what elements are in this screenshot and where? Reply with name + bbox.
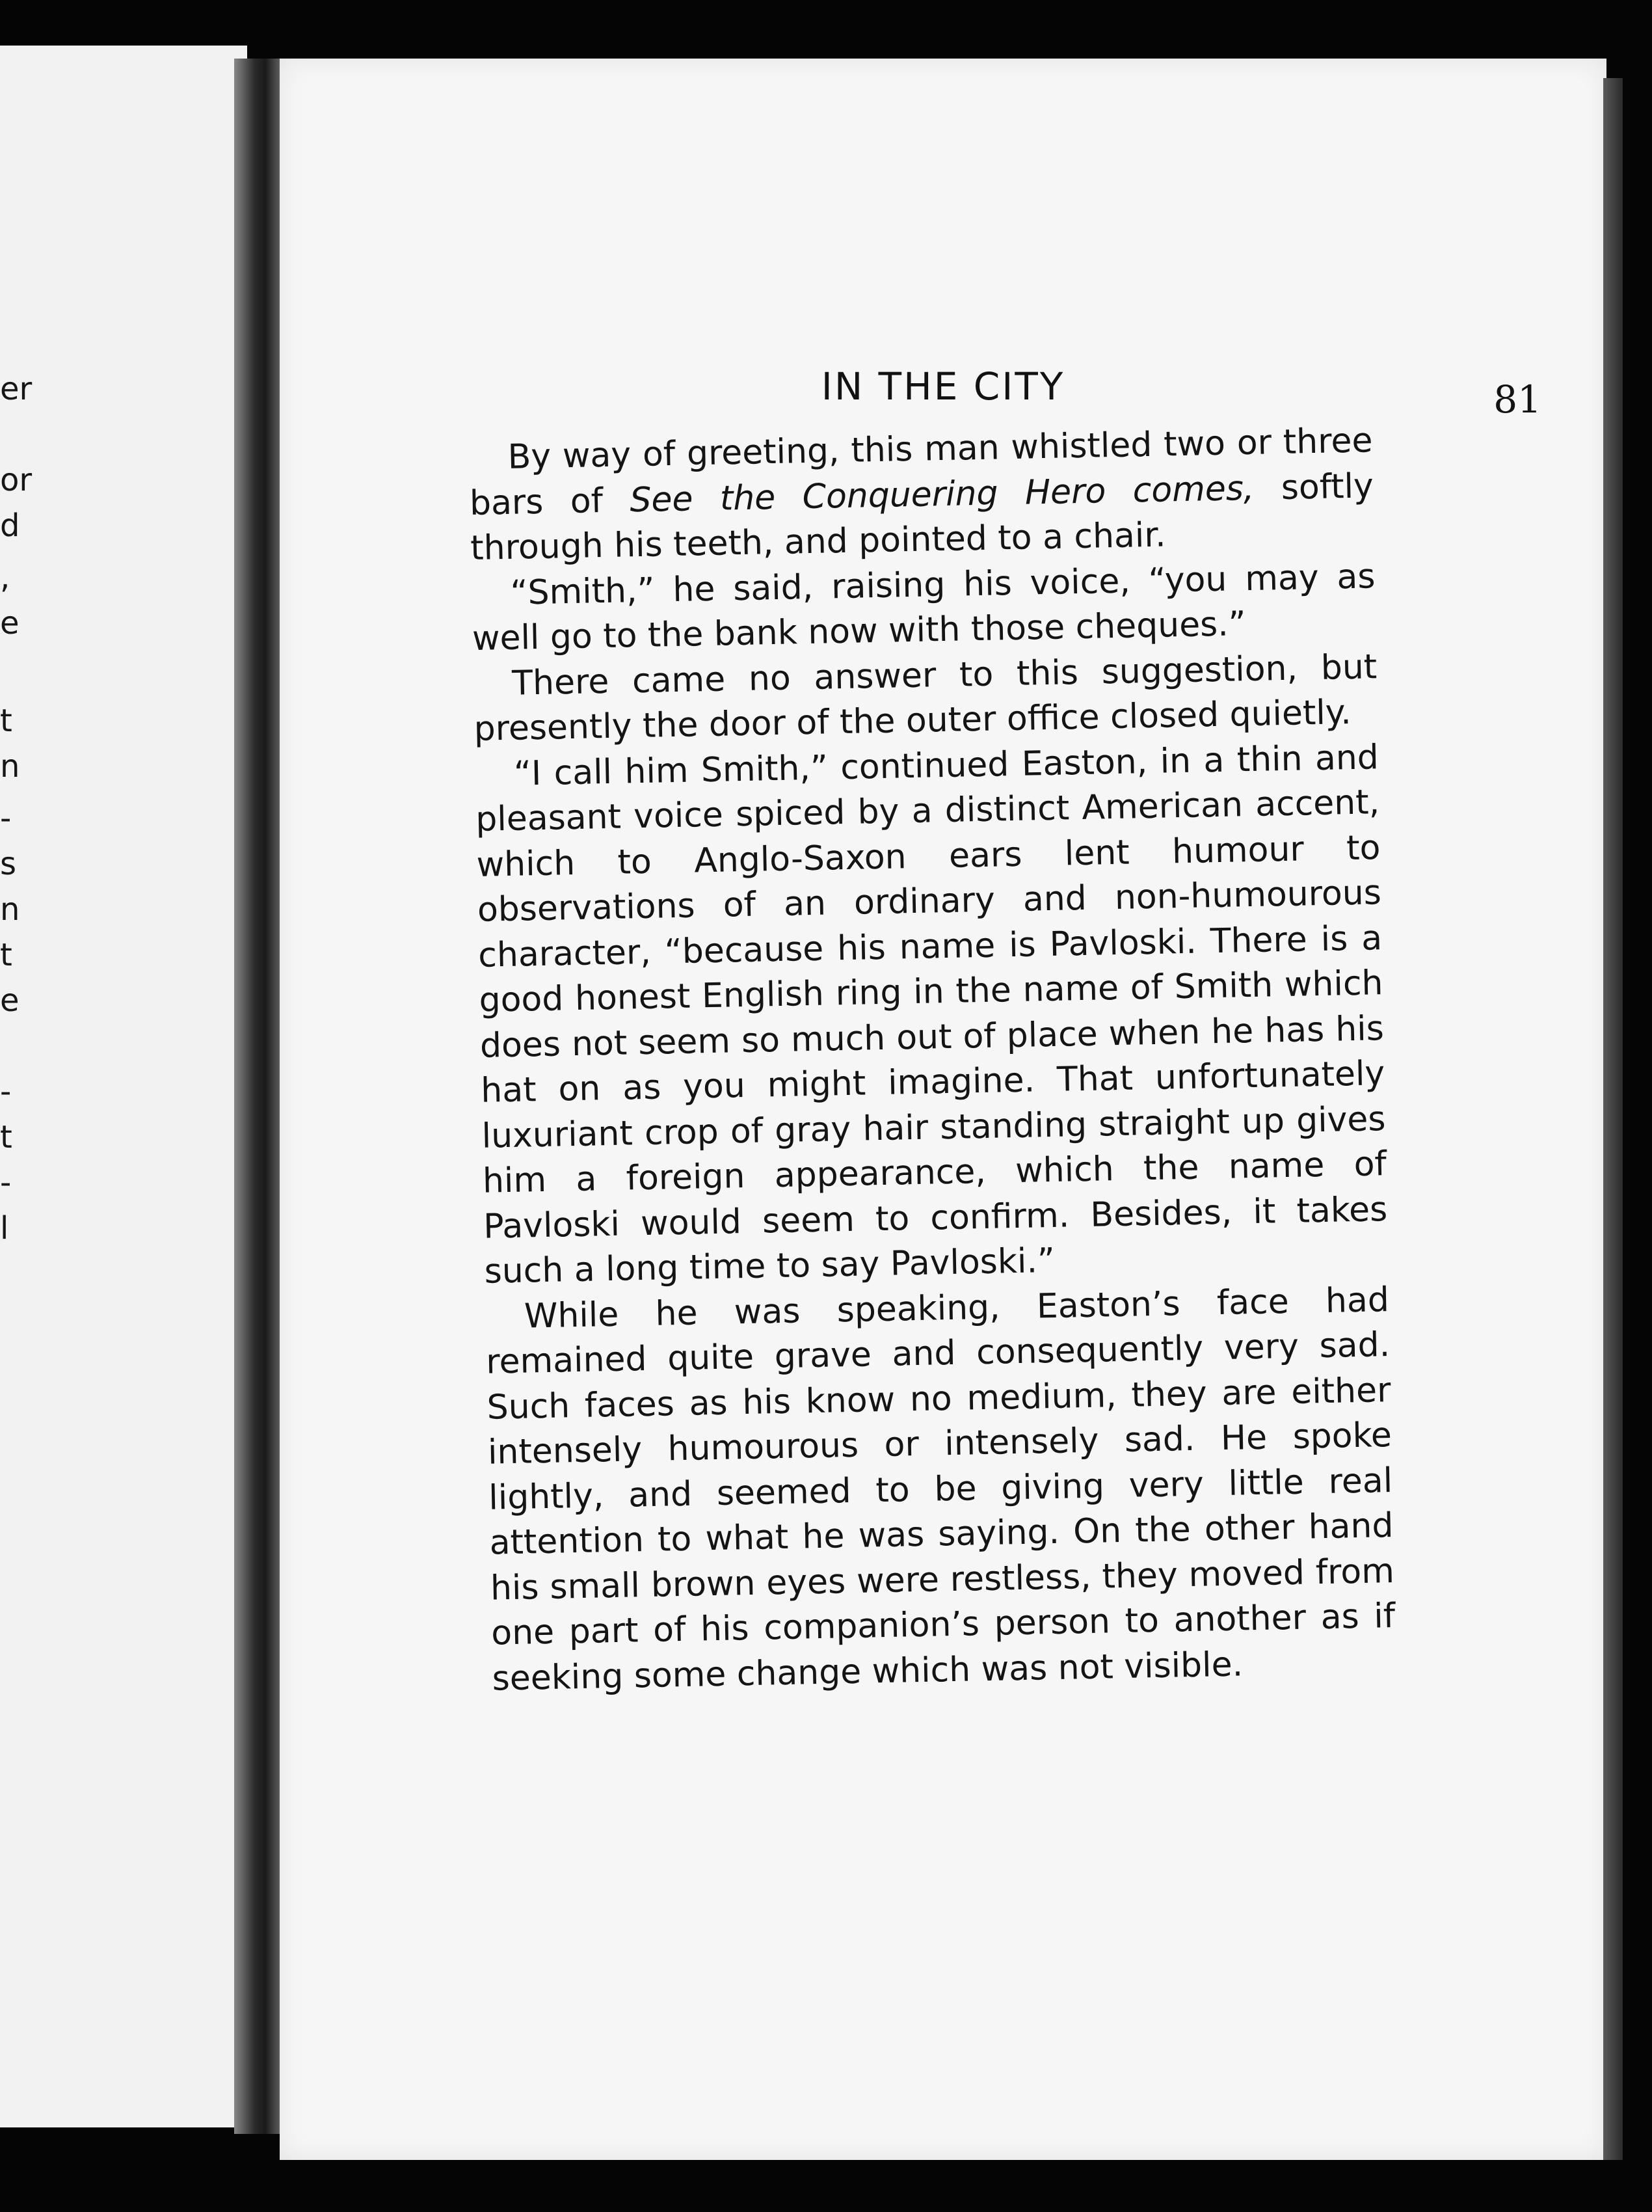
left-page-fragment: e xyxy=(0,605,20,641)
left-page-fragment: - xyxy=(0,800,12,837)
left-page-fragment: , xyxy=(0,560,10,596)
left-page-fragment: s xyxy=(0,846,17,882)
left-page-fragment: e xyxy=(0,982,20,1019)
paragraph: “Smith,” he said, raising his voice, “you may as well go to the bank now with those cheques.” xyxy=(472,556,1376,658)
paragraph: “I call him Smith,” continued Easton, in a thin and pleasant voice spiced by a distinct American accent, which to Anglo-Saxon ears lent humour to observations of an ordinary and non-humourous character, “because his name is Pavloski. There is a good honest English ring in the name of Smith which does not seem so much out of place when he has his hat on as you might imagine. That unfortunately luxuriant crop of gray hair standing straight up gives him a foreign appearance, which the name of Pavloski would seem to confirm. Besides, it takes such a long time to say Pavloski.” xyxy=(475,737,1388,1291)
book-page xyxy=(280,59,1606,2160)
song-title: See the Conquering Hero comes, xyxy=(629,468,1255,520)
body-text xyxy=(468,418,1396,1701)
left-page-fragment: t xyxy=(0,703,12,739)
left-page-fragment: n xyxy=(0,748,20,785)
page-number: 81 xyxy=(1493,377,1541,422)
paragraph-text: By way of greeting, this man whistled two or three bars of xyxy=(469,421,1373,523)
left-page-fragment: t xyxy=(0,1119,12,1155)
left-page-fragment: - xyxy=(0,1073,12,1110)
left-page-fragment: l xyxy=(0,1210,9,1247)
page-edge-shadow xyxy=(1603,78,1623,2160)
left-page-edge xyxy=(0,46,247,2127)
left-page-fragment: - xyxy=(0,1165,12,1201)
paragraph: There came no answer to this suggestion, but presently the door of the outer office closed quietly. xyxy=(473,647,1378,749)
paragraph-text: softly through his teeth, and pointed to a chair. xyxy=(470,466,1374,568)
left-page-fragment: n xyxy=(0,891,20,928)
paragraph xyxy=(468,418,1375,571)
left-page-fragment: er xyxy=(0,371,33,407)
book-gutter xyxy=(234,59,286,2134)
left-page-fragment: t xyxy=(0,937,12,973)
running-head: IN THE CITY xyxy=(821,364,1065,409)
left-page-fragment: or xyxy=(0,462,33,498)
paragraph: While he was speaking, Easton’s face had remained quite grave and consequently very sad. Such faces as his know no medium, they are either intensely humourous or intensely sad. He spoke lightly, and seemed to be giving very little real attention to what he was saying. On the other hand his small brown eyes were restless, they moved from one part of his companion’s person to another as if seeking some change which was not visible. xyxy=(485,1280,1396,1699)
left-page-fragment: d xyxy=(0,507,20,544)
